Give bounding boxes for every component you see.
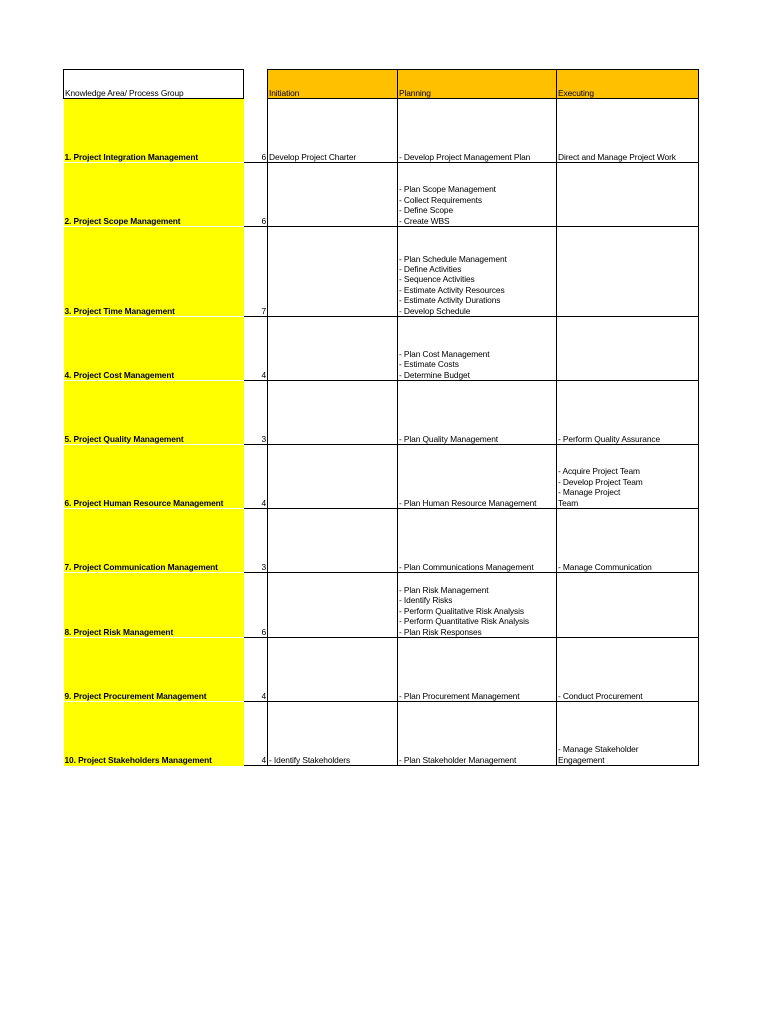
knowledge-area-cell (64, 638, 244, 702)
planning-process-item: - Plan Risk Management (399, 584, 489, 595)
process-count: 4 (244, 317, 268, 381)
planning-process-item: - Develop Project Management Plan (399, 151, 531, 162)
knowledge-area-label: 5. Project Quality Management (64, 433, 184, 444)
table-row (64, 573, 699, 638)
planning-process-item: - Plan Quality Management (399, 433, 498, 444)
executing-process-item: Engagement (558, 754, 605, 765)
planning-process-item: - Define Activities (399, 263, 462, 274)
knowledge-area-label: 1. Project Integration Management (64, 151, 199, 162)
knowledge-area-label: 8. Project Risk Management (64, 626, 174, 637)
initiation-processes-cell (268, 381, 398, 445)
planning-process-item: - Sequence Activities (399, 274, 475, 285)
planning-processes-cell (398, 573, 557, 638)
planning-process-item: - Perform Quantitative Risk Analysis (399, 616, 529, 627)
executing-processes-cell (557, 509, 699, 573)
knowledge-area-label: 7. Project Communication Management (64, 561, 218, 572)
planning-process-item: - Estimate Activity Durations (399, 295, 501, 306)
knowledge-area-label: 9. Project Procurement Management (64, 690, 207, 701)
initiation-processes-cell (268, 163, 398, 227)
planning-process-item: - Identify Risks (399, 595, 453, 606)
initiation-processes-cell (268, 99, 398, 163)
knowledge-area-label: 2. Project Scope Management (64, 215, 181, 226)
table-row (64, 317, 699, 381)
executing-process-item: Direct and Manage Project Work (558, 151, 676, 162)
executing-process-item: - Conduct Procurement (558, 690, 643, 701)
executing-processes-cell (557, 702, 699, 766)
table-row (64, 445, 699, 509)
executing-process-item: - Manage Communication (558, 561, 652, 572)
process-group-table (63, 69, 699, 766)
initiation-process-item: Develop Project Charter (269, 151, 357, 162)
planning-processes-cell (398, 445, 557, 509)
initiation-processes-cell (268, 638, 398, 702)
planning-process-item: - Develop Schedule (399, 305, 471, 316)
process-count: 6 (244, 163, 268, 227)
planning-process-item: - Estimate Activity Resources (399, 284, 505, 295)
initiation-processes-cell (268, 509, 398, 573)
executing-processes-cell (557, 163, 699, 227)
table-row (64, 509, 699, 573)
initiation-processes-cell (268, 573, 398, 638)
knowledge-area-label: 10. Project Stakeholders Management (64, 755, 212, 766)
planning-processes-cell (398, 163, 557, 227)
header-spacer (244, 70, 268, 99)
planning-processes-cell (398, 702, 557, 766)
planning-processes-cell (398, 227, 557, 317)
executing-process-item: - Acquire Project Team (558, 466, 640, 477)
executing-process-item: - Manage Stakeholder (558, 744, 639, 755)
planning-process-item: - Create WBS (399, 215, 450, 226)
executing-processes-cell (557, 573, 699, 638)
header-initiation: Initiation (268, 70, 398, 99)
knowledge-area-label: 3. Project Time Management (64, 305, 175, 316)
process-count: 7 (244, 227, 268, 317)
executing-process-item: - Perform Quality Assurance (558, 433, 661, 444)
process-count: 3 (244, 509, 268, 573)
executing-processes-cell (557, 638, 699, 702)
planning-process-item: - Plan Procurement Management (399, 690, 520, 701)
initiation-processes-cell (268, 317, 398, 381)
table-row (64, 638, 699, 702)
knowledge-area-cell (64, 573, 244, 638)
planning-process-item: - Estimate Costs (399, 359, 459, 370)
executing-processes-cell (557, 317, 699, 381)
header-knowledge-area: Knowledge Area/ Process Group (64, 70, 244, 99)
header-planning: Planning (398, 70, 557, 99)
header-executing: Executing (557, 70, 699, 99)
knowledge-area-cell (64, 99, 244, 163)
process-count: 4 (244, 702, 268, 766)
table-row (64, 702, 699, 766)
executing-process-item: - Develop Project Team (558, 476, 643, 487)
knowledge-area-cell (64, 509, 244, 573)
planning-process-item: - Perform Qualitative Risk Analysis (399, 605, 524, 616)
process-count: 4 (244, 638, 268, 702)
knowledge-area-cell (64, 317, 244, 381)
knowledge-area-cell (64, 381, 244, 445)
executing-processes-cell (557, 445, 699, 509)
initiation-processes-cell (268, 702, 398, 766)
table-row (64, 163, 699, 227)
planning-process-item: - Plan Cost Management (399, 348, 490, 359)
initiation-processes-cell (268, 227, 398, 317)
planning-processes-cell (398, 99, 557, 163)
knowledge-area-label: 4. Project Cost Management (64, 369, 175, 380)
executing-process-item: - Manage Project (558, 487, 621, 498)
planning-process-item: - Plan Scope Management (399, 184, 496, 195)
planning-process-item: - Plan Communications Management (399, 561, 534, 572)
process-count: 6 (244, 99, 268, 163)
initiation-process-item: - Identify Stakeholders (269, 754, 351, 765)
executing-process-item: Team (558, 497, 579, 508)
knowledge-area-label: 6. Project Human Resource Management (64, 497, 224, 508)
planning-processes-cell (398, 638, 557, 702)
knowledge-area-cell (64, 227, 244, 317)
process-count: 6 (244, 573, 268, 638)
planning-process-item: - Plan Human Resource Management (399, 497, 537, 508)
planning-process-item: - Plan Schedule Management (399, 253, 507, 264)
planning-process-item: - Define Scope (399, 205, 453, 216)
planning-process-item: - Collect Requirements (399, 194, 482, 205)
executing-processes-cell (557, 227, 699, 317)
executing-processes-cell (557, 381, 699, 445)
header-row (64, 70, 699, 99)
planning-process-item: - Plan Stakeholder Management (399, 754, 517, 765)
process-count: 3 (244, 381, 268, 445)
knowledge-area-cell (64, 163, 244, 227)
initiation-processes-cell (268, 445, 398, 509)
table-row (64, 99, 699, 163)
process-count: 4 (244, 445, 268, 509)
planning-process-item: - Plan Risk Responses (399, 626, 482, 637)
knowledge-area-cell (64, 445, 244, 509)
planning-processes-cell (398, 509, 557, 573)
planning-processes-cell (398, 317, 557, 381)
table-row (64, 381, 699, 445)
planning-processes-cell (398, 381, 557, 445)
planning-process-item: - Determine Budget (399, 369, 470, 380)
executing-processes-cell (557, 99, 699, 163)
knowledge-area-cell (64, 702, 244, 766)
table-row (64, 227, 699, 317)
